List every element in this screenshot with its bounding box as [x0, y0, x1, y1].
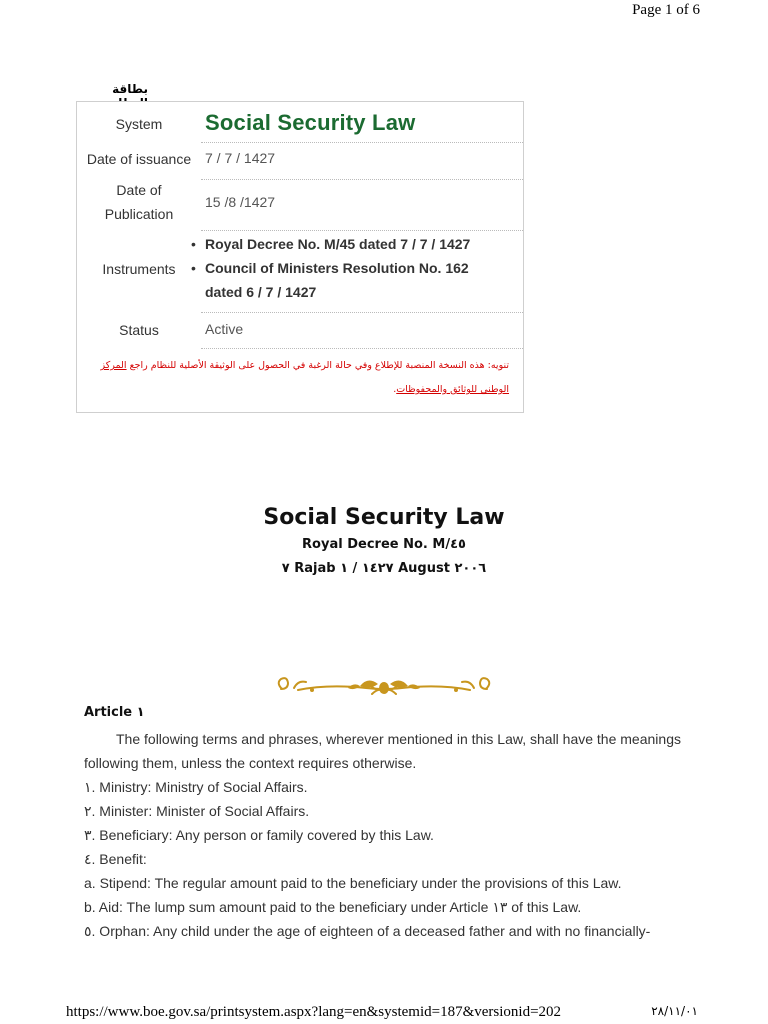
status-value: Active [205, 321, 244, 337]
system-card [76, 101, 524, 413]
system-card-title: بطاقة [112, 82, 148, 96]
status-row [77, 318, 523, 342]
definition-item: ٢. Minister: Minister of Social Affairs. [84, 803, 310, 819]
definition-item: ٥. Orphan: Any child under the age of eighteen of a deceased father and with no financially- [84, 923, 651, 939]
national-archives-link[interactable]: المركز الوطني للوثائق والمحفوظات [100, 360, 509, 395]
definition-item: a. Stipend: The regular amount paid to the beneficiary under the provisions of this Law. [84, 875, 622, 891]
article-paragraph: The following terms and phrases, wherever mentioned in this Law, shall have the meanings following them, unless the context requires otherwise. [84, 731, 681, 771]
system-value: Social Security Law [205, 110, 416, 135]
issuance-label: Date of issuance [86, 151, 192, 167]
publication-label-line1: Date of [116, 182, 162, 198]
publication-value: 15 /8 /1427 [205, 194, 276, 210]
issuance-value: 7 / 7 / 1427 [205, 150, 276, 166]
footer-url: https://www.boe.gov.sa/printsystem.aspx?lang=en&systemid=187&versionid=202 [66, 1004, 562, 1020]
instruments-row [77, 232, 523, 304]
issuance-row [77, 147, 523, 171]
definition-item: b. Aid: The lump sum amount paid to the beneficiary under Article ١٣ of this Law. [84, 899, 582, 915]
footer-date: ٢٨/١١/٠١ [651, 1004, 698, 1018]
row-divider [201, 312, 523, 313]
definition-item: ١. Ministry: Ministry of Social Affairs. [84, 779, 308, 795]
instruments-label: Instruments [102, 261, 176, 277]
definition-item: ٣. Beneficiary: Any person or family covered by this Law. [84, 827, 434, 843]
system-row [77, 110, 523, 138]
publication-label-line2: Publication [104, 206, 174, 222]
status-label: Status [119, 322, 159, 338]
instrument-item: • Royal Decree No. M/45 dated 7 / 7 / 1427 [191, 236, 471, 252]
disclaimer-text: تنويه: هذه النسخة المنصبة للإطلاع وفي حالة الرغبة في الحصول على الوثيقة الأصلية للنظام راجع [129, 360, 509, 371]
royal-decree-subtitle: Royal Decree No. M/٤٥ [302, 537, 466, 552]
document-title: Social Security Law [263, 505, 505, 530]
article-heading: Article ١ [84, 705, 145, 720]
row-divider [201, 142, 523, 143]
instrument-item: • Council of Ministers Resolution No. 162 dated 6 / 7 / 1427 [191, 260, 469, 300]
page-number: Page 1 of 6 [632, 2, 700, 18]
decree-date: ٧ Rajab ١٤٢٧ / ١ August ٢٠٠٦ [281, 561, 487, 576]
system-label: System [115, 116, 163, 132]
definition-item: ٤. Benefit: [84, 851, 147, 867]
disclaimer-note [81, 354, 509, 402]
publication-row [77, 178, 523, 226]
disclaimer-end: . [393, 384, 397, 395]
ornament-divider-icon [268, 674, 500, 704]
article-body [84, 727, 684, 943]
row-divider [201, 348, 523, 349]
instruments-list [191, 232, 505, 304]
row-divider [201, 230, 523, 231]
